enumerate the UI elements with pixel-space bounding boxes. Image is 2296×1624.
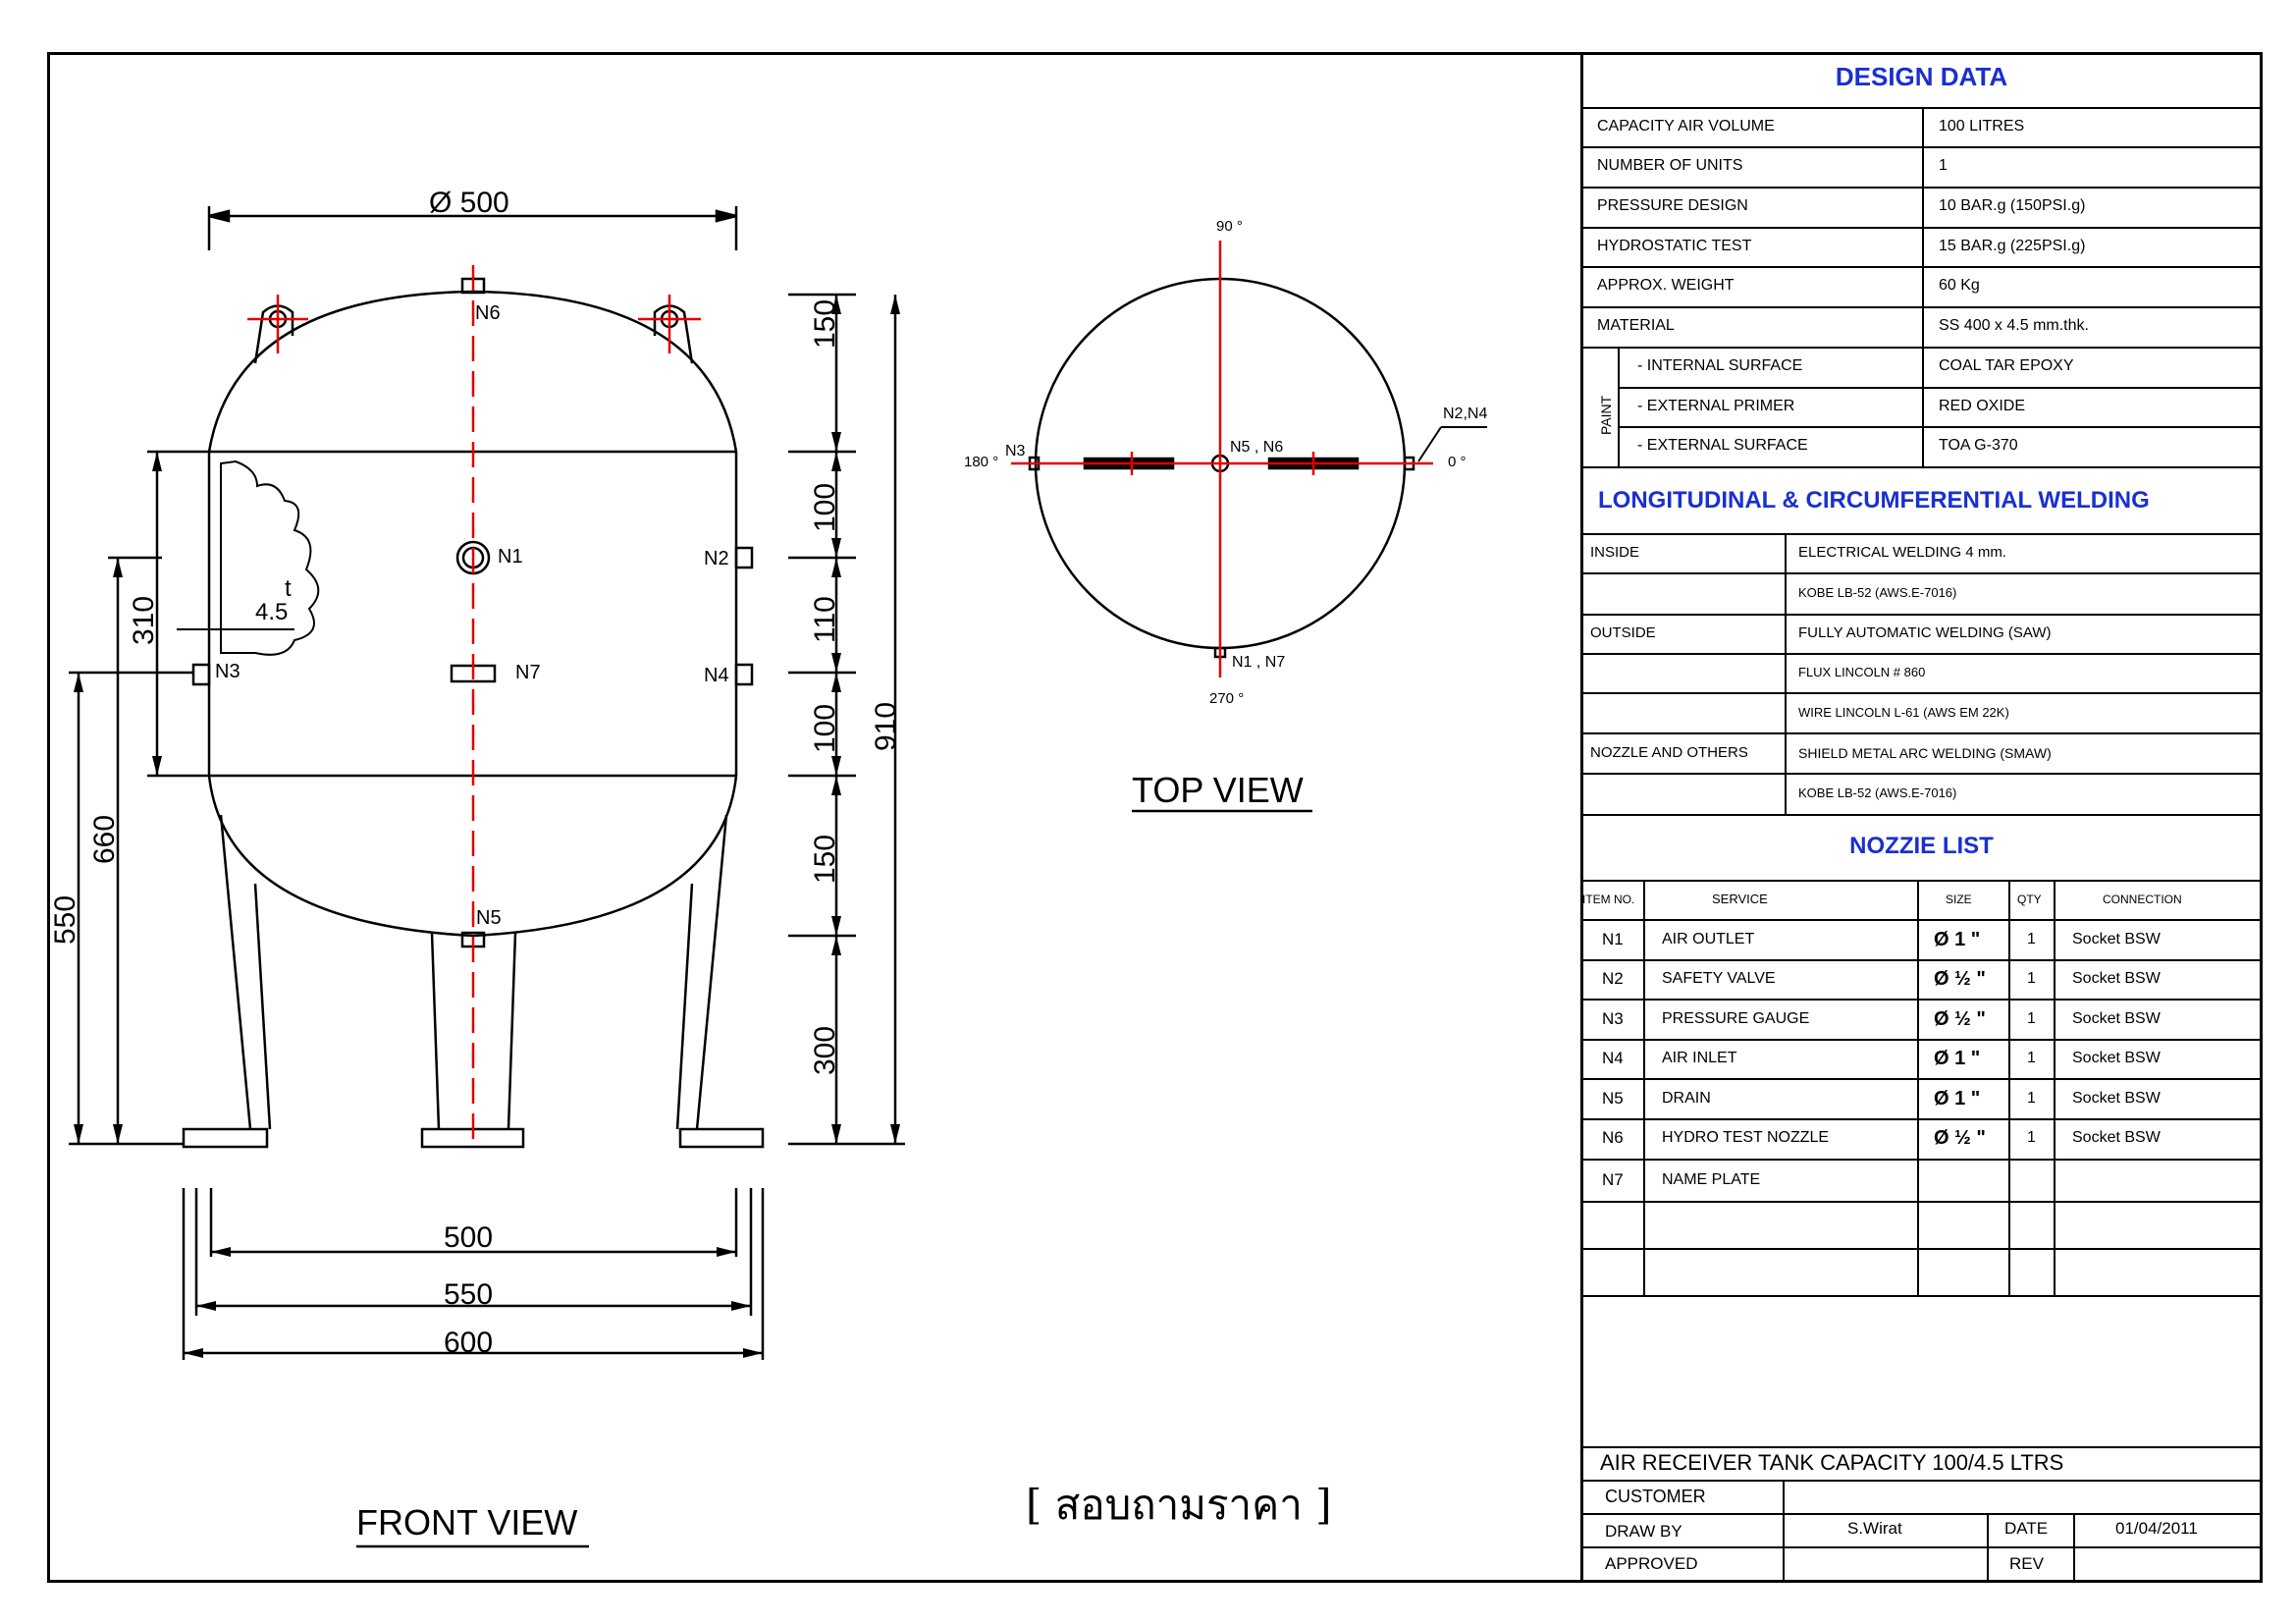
- design-row-5-key: MATERIAL: [1597, 317, 1675, 334]
- dim-600-width: 600: [444, 1326, 494, 1359]
- nozzle-header-connection: CONNECTION: [2103, 893, 2182, 906]
- nozzle-header-qty: QTY: [2017, 893, 2042, 906]
- weld-row-4-value: WIRE LINCOLN L-61 (AWS EM 22K): [1798, 705, 2009, 720]
- nozzle-n6-label: N6: [475, 302, 501, 324]
- design-row-3-key: HYDROSTATIC TEST: [1597, 238, 1752, 254]
- weld-row-1-value: KOBE LB-52 (AWS.E-7016): [1798, 585, 1957, 600]
- weld-row-2-key: OUTSIDE: [1590, 624, 1656, 641]
- nozzle-item: N3: [1602, 1009, 1624, 1028]
- thickness-value: 4.5: [255, 599, 289, 625]
- title-block: [1580, 52, 2263, 1583]
- date-value: 01/04/2011: [2115, 1519, 2198, 1538]
- top-n5-n6-label: N5 , N6: [1230, 439, 1284, 456]
- draw-by-label: DRAW BY: [1605, 1522, 1682, 1541]
- drawing-title: AIR RECEIVER TANK CAPACITY 100/4.5 LTRS: [1600, 1450, 2064, 1475]
- top-view-title: TOP VIEW: [1132, 770, 1304, 810]
- weld-row-3-value: FLUX LINCOLN # 860: [1798, 665, 1926, 679]
- dim-150-bottom: 150: [809, 834, 841, 884]
- dim-310: 310: [128, 595, 160, 645]
- dim-100-upper: 100: [809, 482, 841, 532]
- weld-row-2-value: FULLY AUTOMATIC WELDING (SAW): [1798, 624, 2052, 641]
- nozzle-n4-label: N4: [704, 665, 729, 686]
- nozzle-qty: 1: [2027, 931, 2036, 947]
- angle-0: 0 °: [1448, 454, 1467, 470]
- dim-500-width: 500: [444, 1221, 494, 1254]
- top-n2-n4-label: N2,N4: [1443, 406, 1488, 422]
- weld-row-5-key: NOZZLE AND OTHERS: [1590, 744, 1748, 761]
- paint-row-0-key: - INTERNAL SURFACE: [1637, 357, 1803, 374]
- design-row-0-key: CAPACITY AIR VOLUME: [1597, 118, 1775, 135]
- nozzle-connection: Socket BSW: [2072, 1010, 2161, 1027]
- date-label: DATE: [2004, 1519, 2049, 1538]
- dim-550-vertical: 550: [49, 894, 81, 945]
- nozzle-list-title: NOZZIE LIST: [1849, 833, 1994, 859]
- nozzle-item: N2: [1602, 969, 1624, 988]
- nozzle-service: NAME PLATE: [1662, 1171, 1761, 1188]
- rev-label: REV: [2009, 1554, 2044, 1573]
- customer-label: CUSTOMER: [1605, 1487, 1706, 1506]
- paint-row-1-key: - EXTERNAL PRIMER: [1637, 398, 1795, 414]
- angle-180: 180 °: [964, 454, 999, 470]
- nozzle-service: AIR INLET: [1662, 1050, 1737, 1066]
- nozzle-service: PRESSURE GAUGE: [1662, 1010, 1810, 1027]
- weld-row-5-value: SHIELD METAL ARC WELDING (SMAW): [1798, 745, 2052, 761]
- nozzle-size: Ø ½ ": [1934, 1127, 1986, 1149]
- nozzle-size: Ø 1 ": [1934, 929, 1981, 950]
- angle-270: 270 °: [1209, 690, 1245, 707]
- front-view-title: FRONT VIEW: [356, 1502, 578, 1543]
- nozzle-n1-label: N1: [498, 546, 523, 568]
- approved-label: APPROVED: [1605, 1554, 1698, 1573]
- draw-by-value: S.Wirat: [1847, 1519, 1902, 1538]
- nozzle-connection: Socket BSW: [2072, 1090, 2161, 1107]
- diameter-dim: Ø 500: [429, 187, 509, 219]
- nozzle-size: Ø 1 ": [1934, 1048, 1981, 1069]
- nozzle-connection: Socket BSW: [2072, 970, 2161, 987]
- dim-110: 110: [809, 596, 841, 643]
- nozzle-size: Ø 1 ": [1934, 1088, 1981, 1110]
- dim-550-width: 550: [444, 1278, 494, 1311]
- paint-row-2-key: - EXTERNAL SURFACE: [1637, 437, 1808, 454]
- design-row-4-value: 60 Kg: [1939, 277, 1980, 294]
- angle-90: 90 °: [1216, 218, 1243, 235]
- thickness-symbol: t: [285, 575, 292, 602]
- nozzle-n3-label: N3: [215, 661, 240, 682]
- design-row-0-value: 100 LITRES: [1939, 118, 2025, 135]
- nozzle-service: SAFETY VALVE: [1662, 970, 1776, 987]
- dim-660: 660: [88, 814, 121, 864]
- nozzle-n2-label: N2: [704, 548, 729, 569]
- paint-row-0-value: COAL TAR EPOXY: [1939, 357, 2074, 374]
- dim-100-lower: 100: [809, 703, 841, 753]
- paint-label: PAINT: [1598, 395, 1614, 435]
- nozzle-size: Ø ½ ": [1934, 1008, 1986, 1030]
- nozzle-item: N4: [1602, 1049, 1624, 1067]
- nozzle-connection: Socket BSW: [2072, 1129, 2161, 1146]
- nozzle-connection: Socket BSW: [2072, 1050, 2161, 1066]
- nozzle-n7-label: N7: [515, 662, 541, 683]
- nozzle-header-service: SERVICE: [1712, 892, 1768, 906]
- weld-row-6-value: KOBE LB-52 (AWS.E-7016): [1798, 785, 1957, 800]
- nozzle-service: AIR OUTLET: [1662, 931, 1755, 947]
- nozzle-n5-label: N5: [476, 907, 502, 929]
- nozzle-qty: 1: [2027, 1050, 2036, 1066]
- nozzle-service: DRAIN: [1662, 1090, 1711, 1107]
- nozzle-qty: 1: [2027, 1010, 2036, 1027]
- dim-150-top: 150: [809, 298, 841, 349]
- paint-row-2-value: TOA G-370: [1939, 437, 2018, 454]
- nozzle-qty: 1: [2027, 1090, 2036, 1107]
- design-row-2-key: PRESSURE DESIGN: [1597, 197, 1748, 214]
- dim-910: 910: [870, 701, 902, 751]
- nozzle-item: N5: [1602, 1089, 1624, 1108]
- design-data-title: DESIGN DATA: [1835, 62, 2008, 91]
- design-row-2-value: 10 BAR.g (150PSI.g): [1939, 197, 2086, 214]
- design-row-1-value: 1: [1939, 157, 1948, 174]
- weld-row-0-key: INSIDE: [1590, 544, 1640, 561]
- design-row-5-value: SS 400 x 4.5 mm.thk.: [1939, 317, 2089, 334]
- nozzle-header-item: ITEM NO.: [1582, 893, 1635, 906]
- nozzle-item: N6: [1602, 1128, 1624, 1147]
- top-n3-label: N3: [1005, 443, 1026, 460]
- design-row-3-value: 15 BAR.g (225PSI.g): [1939, 238, 2086, 254]
- weld-row-0-value: ELECTRICAL WELDING 4 mm.: [1798, 544, 2006, 561]
- nozzle-item: N7: [1602, 1170, 1624, 1189]
- design-row-1-key: NUMBER OF UNITS: [1597, 157, 1743, 174]
- welding-title: LONGITUDINAL & CIRCUMFERENTIAL WELDING: [1598, 487, 2150, 514]
- nozzle-connection: Socket BSW: [2072, 931, 2161, 947]
- nozzle-qty: 1: [2027, 1129, 2036, 1146]
- nozzle-service: HYDRO TEST NOZZLE: [1662, 1129, 1830, 1146]
- nozzle-qty: 1: [2027, 970, 2036, 987]
- nozzle-header-size: SIZE: [1946, 893, 1972, 906]
- thai-price-note: [ สอบถามราคา ]: [1026, 1481, 1332, 1529]
- dim-300: 300: [809, 1025, 841, 1075]
- top-n1-n7-label: N1 , N7: [1232, 654, 1286, 671]
- nozzle-item: N1: [1602, 930, 1624, 948]
- paint-row-1-value: RED OXIDE: [1939, 398, 2026, 414]
- design-row-4-key: APPROX. WEIGHT: [1597, 277, 1735, 294]
- nozzle-size: Ø ½ ": [1934, 968, 1986, 990]
